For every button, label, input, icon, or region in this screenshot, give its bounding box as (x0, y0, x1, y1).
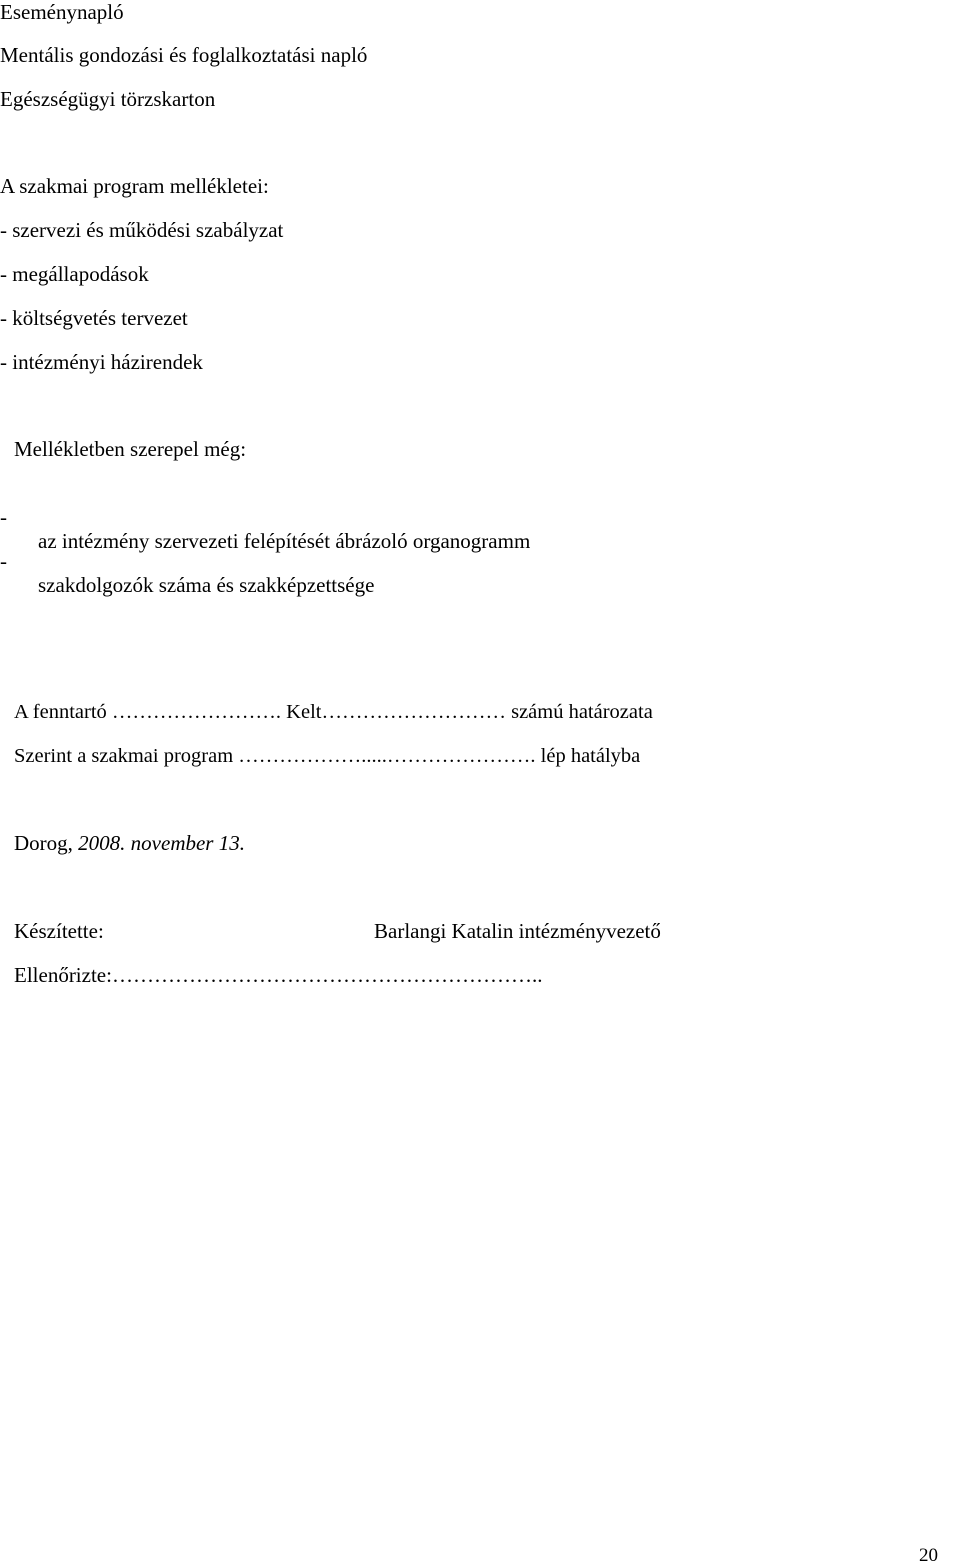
extra-item-text: az intézmény szervezeti felépítését ábrázoló organogramm (38, 529, 531, 553)
approval-line-2: Szerint a szakmai program ……………….....…………………. lép hatályba (14, 745, 641, 767)
attachment-item: - szervezi és működési szabályzat (0, 218, 284, 242)
date-line (14, 831, 245, 855)
attachments-title: A szakmai program mellékletei: (0, 174, 269, 198)
page-number: 20 (919, 1545, 938, 1566)
checked-by-line: Ellenőrizte:…………………………………………………….. (14, 963, 543, 987)
approval-line-1: A fenntartó ……………………. Kelt……………………… számú határozata (14, 701, 653, 723)
header-line-3: Egészségügyi törzskarton (0, 87, 216, 111)
extra-title: Mellékletben szerepel még: (14, 437, 247, 461)
header-line-1: Eseménynapló (0, 0, 124, 24)
prepared-by: Barlangi Katalin intézményvezető (374, 919, 661, 943)
extra-item-text: szakdolgozók száma és szakképzettsége (38, 573, 375, 597)
prepared-label: Készítette: (14, 919, 104, 943)
date-text: 2008. november 13. (78, 831, 245, 855)
date-place: Dorog, (14, 831, 79, 855)
attachment-item: - intézményi házirendek (0, 350, 203, 374)
bullet: - (0, 549, 7, 573)
attachment-item: - költségvetés tervezet (0, 306, 188, 330)
attachment-item: - megállapodások (0, 262, 149, 286)
extra-item (0, 525, 960, 597)
bullet: - (0, 505, 7, 529)
header-line-2: Mentális gondozási és foglalkoztatási napló (0, 43, 368, 67)
